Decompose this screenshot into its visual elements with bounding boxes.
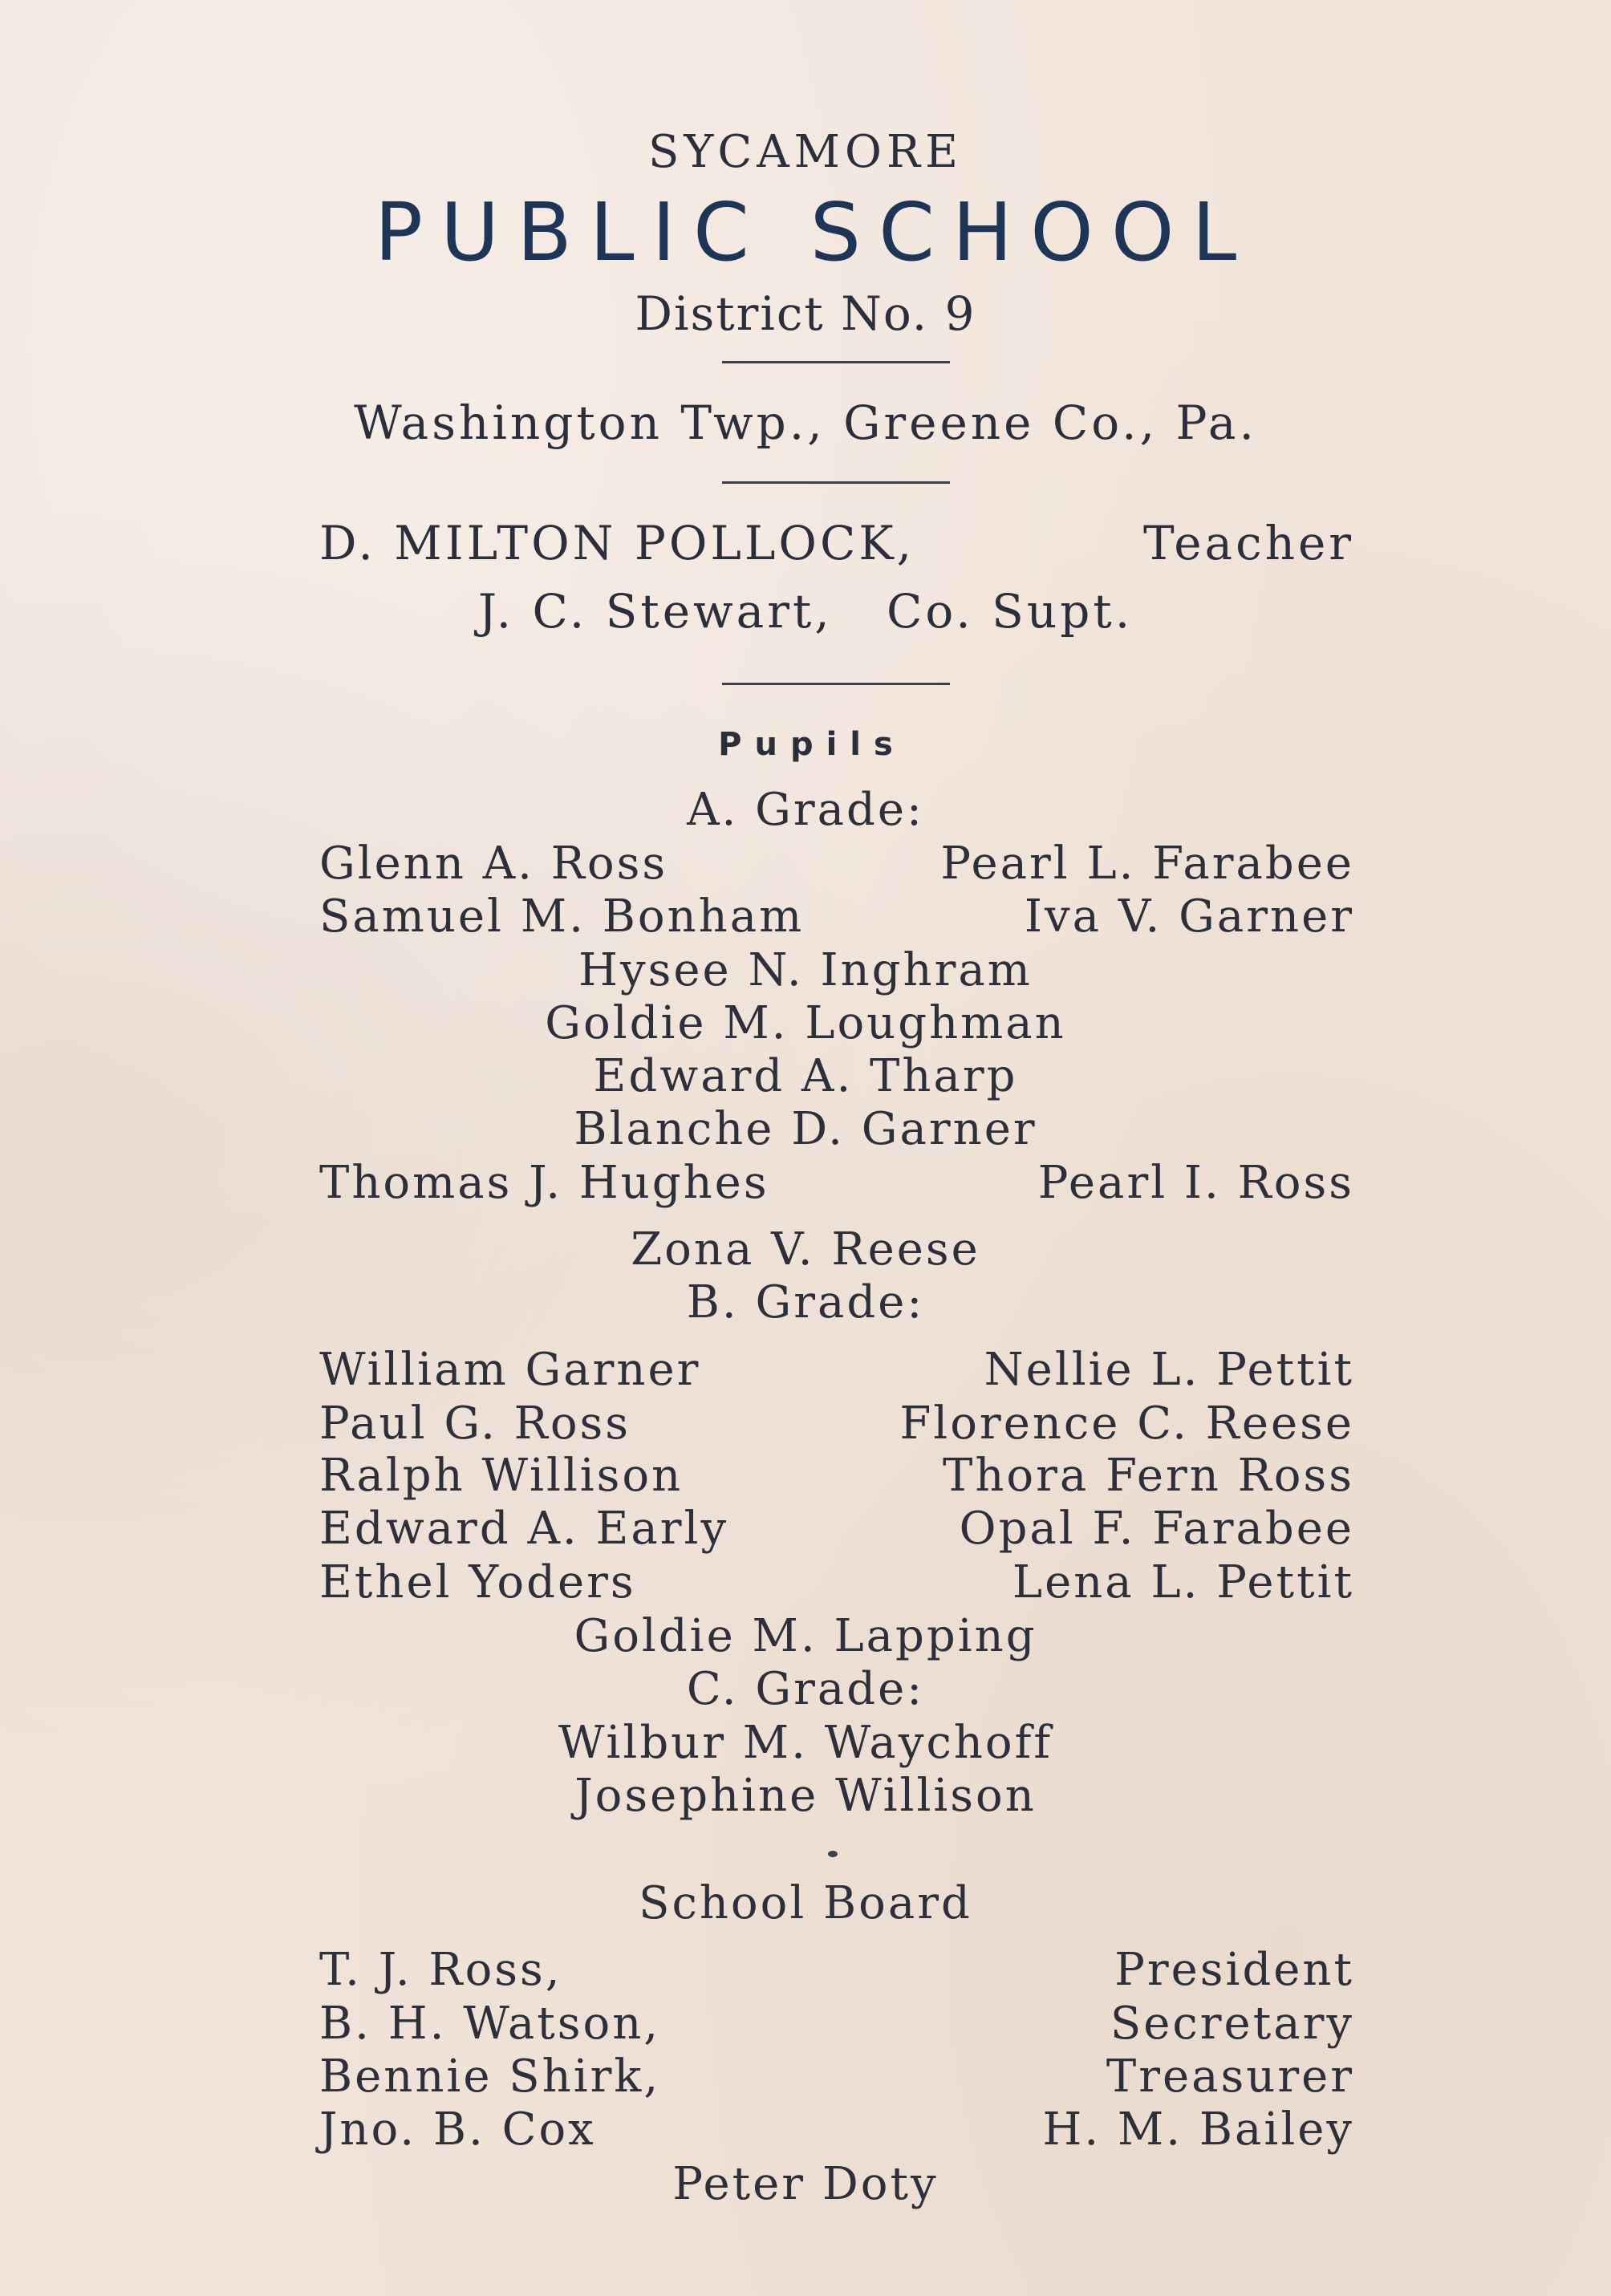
divider (722, 481, 950, 484)
pupil-name: Lena L. Pettit (1012, 1556, 1354, 1608)
pupil-name: Zona V. Reese (631, 1223, 980, 1276)
grade-c-label: C. Grade: (686, 1663, 925, 1715)
pupil-name: Edward A. Early (319, 1503, 729, 1555)
board-member-name: B. H. Watson, (319, 1998, 661, 2050)
ornament-dot (828, 1851, 838, 1857)
pupil-name: Josephine Willison (574, 1770, 1037, 1822)
pupil-name: Edward A. Tharp (593, 1050, 1018, 1102)
page-title: PUBLIC SCHOOL (374, 185, 1255, 279)
county-superintendent: J. C. Stewart, Co. Supt. (477, 584, 1134, 639)
board-member-name: T. J. Ross, (319, 1944, 562, 1996)
pupil-name: Nellie L. Pettit (984, 1344, 1354, 1396)
pupil-name: Paul G. Ross (319, 1397, 631, 1450)
pupil-name: Goldie M. Lapping (574, 1610, 1037, 1662)
board-member-name: Peter Doty (672, 2158, 939, 2210)
pupil-name: Blanche D. Garner (574, 1103, 1037, 1155)
pupil-name: Thora Fern Ross (942, 1450, 1354, 1502)
grade-a-label: A. Grade: (687, 784, 924, 836)
divider (722, 683, 950, 685)
pupil-name: Opal F. Farabee (959, 1503, 1354, 1555)
district-label: District No. 9 (635, 286, 976, 341)
pupil-name: Ethel Yoders (319, 1556, 636, 1608)
pupil-name: Thomas J. Hughes (319, 1157, 769, 1209)
pupil-name: Iva V. Garner (1024, 890, 1354, 943)
teacher-title: Teacher (1143, 516, 1354, 570)
pupil-name: Glenn A. Ross (319, 838, 668, 890)
pupil-name: Pearl I. Ross (1037, 1157, 1354, 1209)
location-line: Washington Twp., Greene Co., Pa. (354, 396, 1257, 450)
pupils-heading: Pupils (718, 726, 906, 763)
grade-b-label: B. Grade: (686, 1276, 925, 1329)
school-board-heading: School Board (639, 1877, 972, 1929)
board-member-name: Bennie Shirk, (319, 2051, 661, 2103)
board-member-role: President (1114, 1944, 1354, 1996)
board-member-role: Treasurer (1106, 2051, 1354, 2103)
pupil-name: Ralph Willison (319, 1450, 684, 1502)
pupil-name: Samuel M. Bonham (319, 890, 805, 943)
pupil-name: Wilbur M. Waychoff (558, 1717, 1053, 1769)
board-member-name: Jno. B. Cox (319, 2103, 596, 2156)
teacher-name: D. MILTON POLLOCK, (319, 516, 915, 570)
board-member-name: H. M. Bailey (1042, 2103, 1354, 2156)
pupil-name: Pearl L. Farabee (940, 838, 1354, 890)
pupil-name: Florence C. Reese (899, 1397, 1354, 1450)
school-name-line: SYCAMORE (648, 126, 963, 178)
pupil-name: William Garner (319, 1344, 701, 1396)
pupil-name: Goldie M. Loughman (545, 997, 1066, 1049)
board-member-role: Secretary (1110, 1998, 1354, 2050)
divider (722, 361, 950, 363)
pupil-name: Hysee N. Inghram (578, 944, 1033, 996)
